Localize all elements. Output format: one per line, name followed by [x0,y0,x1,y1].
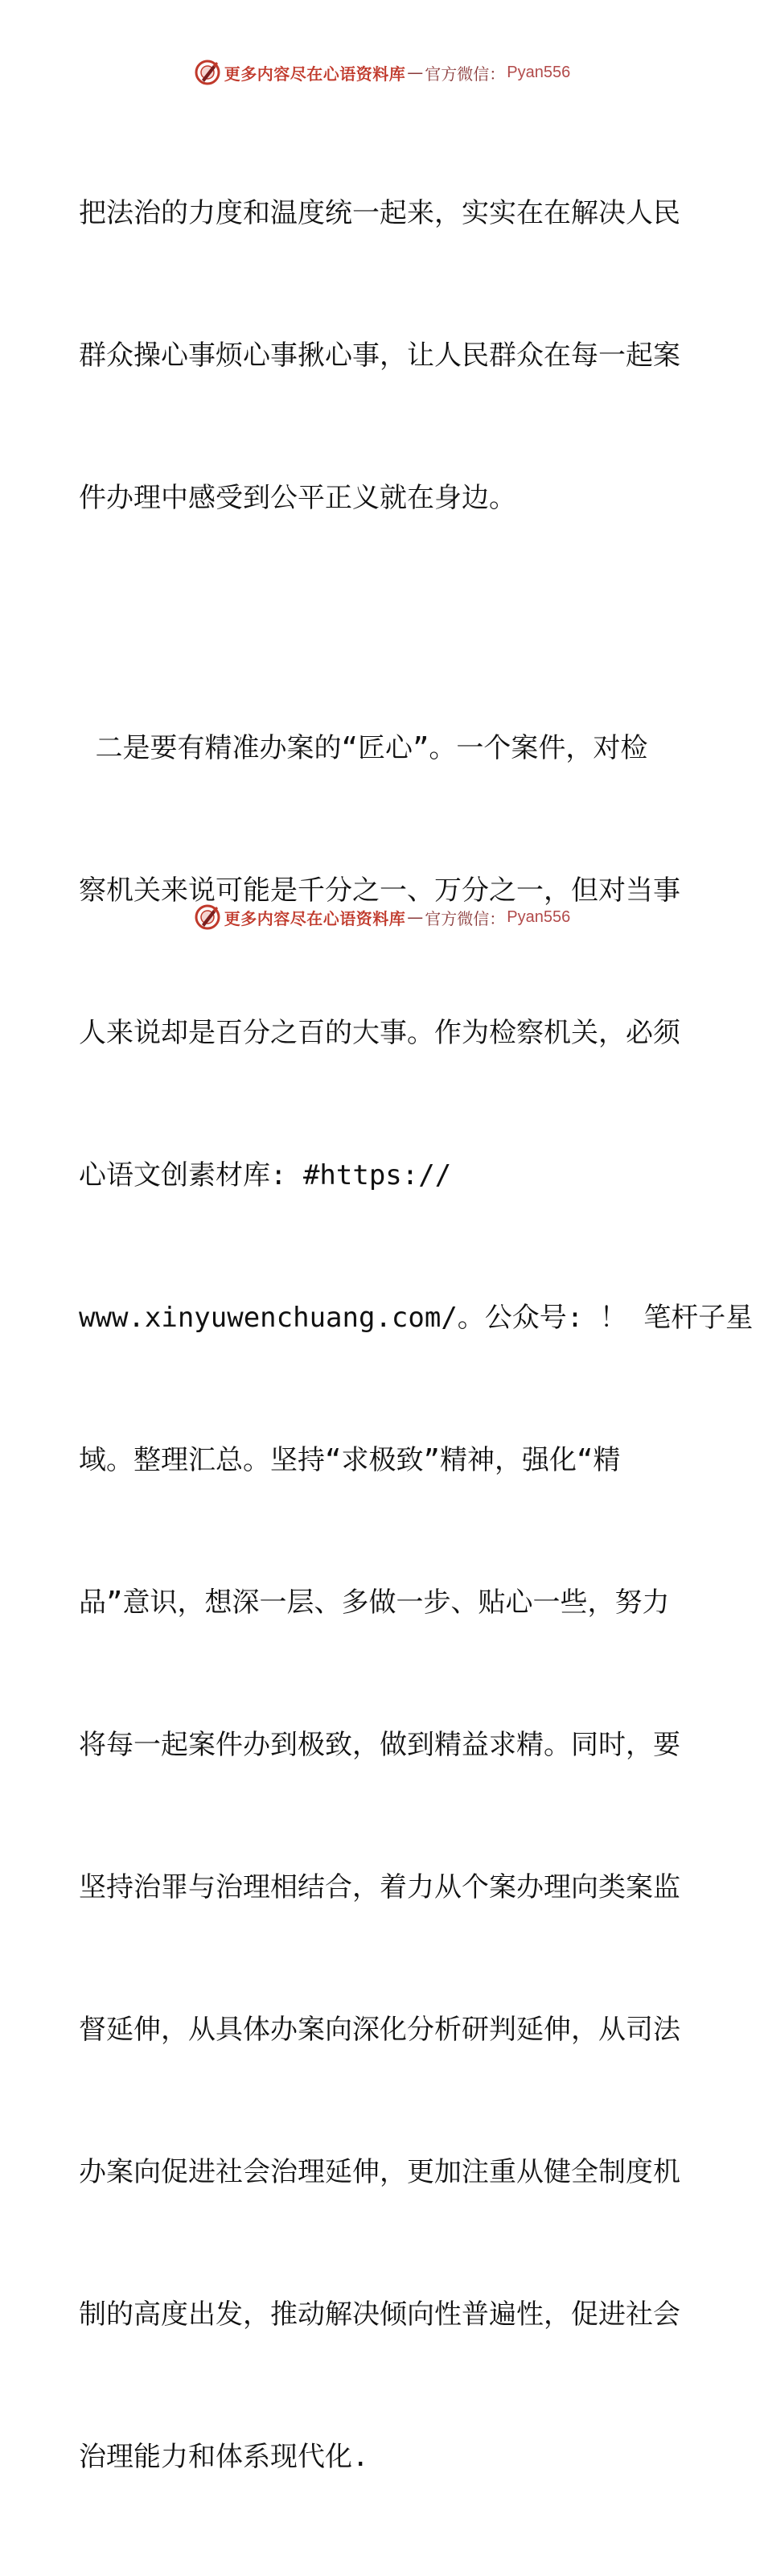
text-line: 心语文创素材库: #https:// [79,1159,452,1191]
header-watermark [0,56,764,88]
watermark-wechat-id: Pyan556 [507,63,571,81]
text-line: 治理能力和体系现代化. [79,2441,369,2473]
watermark-dash: — [407,907,424,927]
text-line: 品”意识，想深一层、多做一步、贴心一些，努力 [79,1586,670,1619]
logo-icon [194,903,221,931]
text-line: 二是要有精准办案的“匠心”。一个案件，对检 [79,732,648,764]
paragraph-1 [79,95,684,617]
watermark-site-text: 更多内容尽在心语资料库 [224,64,406,84]
text-line: www.xinyuwenchuang.com/。公众号: ！ 笔杆子星 [79,1302,754,1334]
logo-icon [194,59,221,86]
text-line: 把法治的力度和温度统一起来，实实在在解决人民 [79,197,680,229]
text-line: 坚持治罪与治理相结合，着力从个案办理向类案监 [79,1871,680,1903]
text-line: 件办理中感受到公平正义就在身边。 [79,482,516,514]
text-line: 将每一起案件办到极致，做到精益求精。同时，要 [79,1729,680,1761]
footer-watermark [0,901,764,933]
text-line: 群众操心事烦心事揪心事，让人民群众在每一起案 [79,339,680,372]
text-line: 制的高度出发，推动解决倾向性普遍性，促进社会 [79,2298,680,2331]
watermark-site-text: 更多内容尽在心语资料库 [224,908,406,928]
watermark-wechat-id: Pyan556 [507,907,571,926]
text-line: 察机关来说可能是千分之一、万分之一，但对当事 [79,874,680,907]
watermark-wechat-label: 官方微信： [425,908,506,928]
text-line: 督延伸，从具体办案向深化分析研判延伸，从司法 [79,2014,680,2046]
watermark-dash: — [407,63,424,82]
text-line: 人来说却是百分之百的大事。作为检察机关，必须 [79,1017,680,1049]
document-body [79,95,754,2576]
text-line: 办案向促进社会治理延伸，更加注重从健全制度机 [79,2156,680,2188]
watermark-wechat-label: 官方微信： [425,64,506,84]
text-line: 域。整理汇总。坚持“求极致”精神，强化“精 [79,1444,621,1476]
